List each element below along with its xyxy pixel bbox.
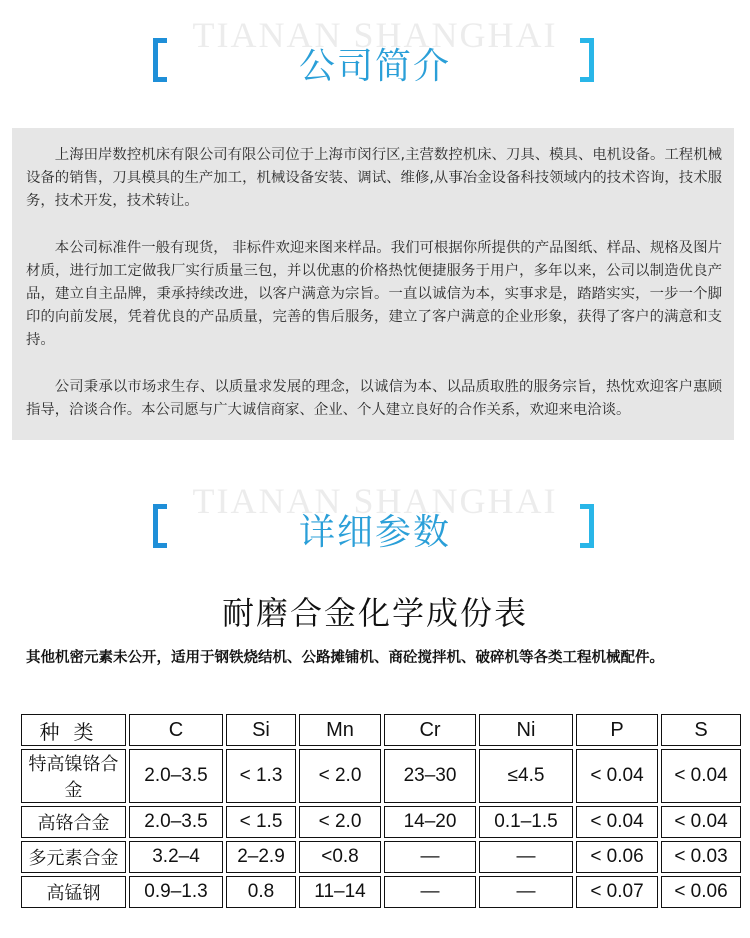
table-cell: 2–2.9 bbox=[226, 841, 296, 873]
table-cell: < 2.0 bbox=[299, 806, 381, 838]
table-cell: — bbox=[479, 841, 573, 873]
table-cell: < 0.07 bbox=[576, 876, 658, 908]
watermark-text: TIANAN SHANGHAI bbox=[192, 15, 558, 55]
right-bracket-decoration bbox=[580, 38, 594, 82]
intro-text-box bbox=[12, 128, 734, 440]
table-cell: — bbox=[479, 876, 573, 908]
header-cell: P bbox=[576, 714, 658, 746]
table-cell: < 0.03 bbox=[661, 841, 741, 873]
table-cell: < 0.04 bbox=[661, 806, 741, 838]
header-cell: Cr bbox=[384, 714, 476, 746]
alloy-composition-table bbox=[18, 711, 744, 911]
header-cell: Ni bbox=[479, 714, 573, 746]
table-cell: < 0.06 bbox=[661, 876, 741, 908]
table-cell: 2.0–3.5 bbox=[129, 806, 223, 838]
table-cell: < 2.0 bbox=[299, 749, 381, 803]
header-cell: C bbox=[129, 714, 223, 746]
table-cell: 0.8 bbox=[226, 876, 296, 908]
table-cell: 23–30 bbox=[384, 749, 476, 803]
table-cell: < 0.04 bbox=[576, 749, 658, 803]
header-cell: Si bbox=[226, 714, 296, 746]
intro-paragraph-2: 本公司标准件一般有现货， 非标件欢迎来图来样品。我们可根据你所提供的产品图纸、样品、规格及图片材质，进行加工定做我厂实行质量三包，并以优惠的价格热忱便捷服务于用户，多年以来，公司以制造优良产品，建立自主品牌，秉承持续改进，以客户满意为宗旨。一直以诚信为本，实事求是，踏踏实实，一步一个脚印的向前发展，凭着优良的产品质量，完善的售后服务，建立了客户满意的企业形象，获得了客户的满意和支持。 bbox=[26, 240, 722, 348]
table-title: 耐磨合金化学成份表 bbox=[221, 594, 528, 632]
header-cell: 种类 bbox=[21, 714, 126, 746]
params-header bbox=[0, 466, 750, 566]
table-cell: ≤4.5 bbox=[479, 749, 573, 803]
table-cell: 0.1–1.5 bbox=[479, 806, 573, 838]
alloy-name-cell: 高铬合金 bbox=[21, 806, 126, 838]
table-cell: < 1.3 bbox=[226, 749, 296, 803]
table-cell: 0.9–1.3 bbox=[129, 876, 223, 908]
table-row bbox=[21, 749, 741, 803]
alloy-name-cell: 多元素合金 bbox=[21, 841, 126, 873]
right-bracket-decoration bbox=[580, 504, 594, 548]
intro-header bbox=[0, 0, 750, 100]
intro-paragraph-3: 公司秉承以市场求生存、以质量求发展的理念，以诚信为本、以品质取胜的服务宗旨，热忱欢迎客户惠顾指导，洽谈合作。本公司愿与广大诚信商家、企业、个人建立良好的合作关系，欢迎来电洽谈。 bbox=[26, 379, 722, 418]
table-cell: — bbox=[384, 841, 476, 873]
table-row bbox=[21, 806, 741, 838]
table-cell: — bbox=[384, 876, 476, 908]
table-cell: 3.2–4 bbox=[129, 841, 223, 873]
header-cell: S bbox=[661, 714, 741, 746]
header-cell: Mn bbox=[299, 714, 381, 746]
table-cell: 2.0–3.5 bbox=[129, 749, 223, 803]
table-cell: < 1.5 bbox=[226, 806, 296, 838]
table-cell: < 0.04 bbox=[661, 749, 741, 803]
intro-paragraph-1: 上海田岸数控机床有限公司有限公司位于上海市闵行区,主营数控机床、刀具、模具、电机设备。工程机械设备的销售，刀具模具的生产加工，机械设备安装、调试、维修,从事冶金设备科技领域内的技术咨询，技术服务，技术开发，技术转让。 bbox=[26, 147, 722, 209]
table-cell: <0.8 bbox=[299, 841, 381, 873]
table-cell: < 0.06 bbox=[576, 841, 658, 873]
watermark-text: TIANAN SHANGHAI bbox=[192, 481, 558, 521]
section-title-intro: 公司简介 bbox=[298, 46, 451, 87]
alloy-name-cell: 高锰钢 bbox=[21, 876, 126, 908]
table-cell: 11–14 bbox=[299, 876, 381, 908]
table-header-row bbox=[21, 714, 741, 746]
table-row bbox=[21, 841, 741, 873]
table-row bbox=[21, 876, 741, 908]
table-cell: 14–20 bbox=[384, 806, 476, 838]
table-cell: < 0.04 bbox=[576, 806, 658, 838]
alloy-name-cell: 特高镍铬合金 bbox=[21, 749, 126, 803]
table-note: 其他机密元素未公开，适用于钢铁烧结机、公路摊铺机、商砼搅拌机、破碎机等各类工程机械配件。 bbox=[26, 650, 664, 666]
section-title-params: 详细参数 bbox=[298, 512, 451, 553]
